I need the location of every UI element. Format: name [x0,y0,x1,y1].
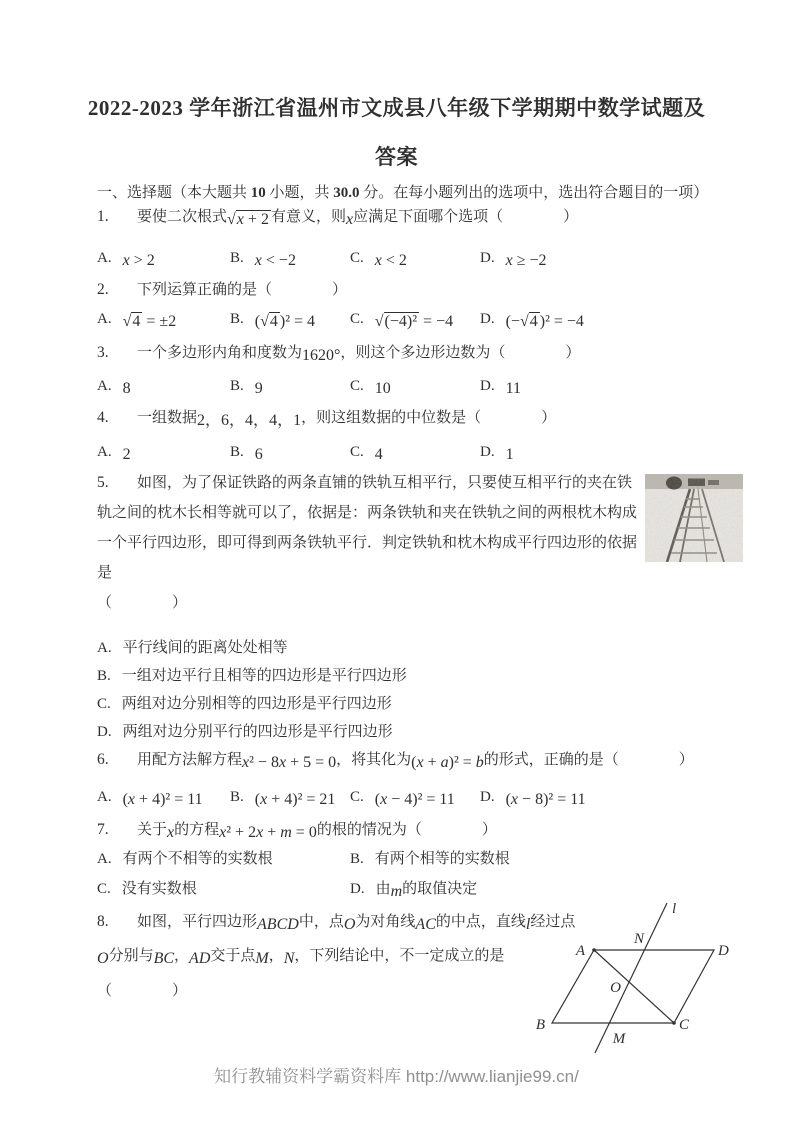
option-label: C. [350,311,364,327]
option-6-A [97,785,230,809]
option-content [375,851,510,867]
question-number: 8. [97,913,109,930]
question-text [137,209,579,228]
sqrt-expression [227,211,271,228]
text-run: ，则这个多边形边数为（ ） [340,345,581,361]
math-expression: 2，6，4，4，1 [197,412,302,429]
math-expression: x [345,211,354,228]
text-run: 有意义，则 [270,209,346,225]
question-6-options [97,785,717,809]
parallelogram-diagram [517,895,792,1067]
vertex-label-D: D [718,943,729,959]
option-label: A. [97,250,112,266]
math-expression: 8 [122,380,131,397]
math-expression: 11 [505,380,521,397]
text-run: 如图，平行四边形 [137,914,258,930]
option-content [374,250,407,269]
option-label: A. [97,640,112,656]
question-number: 3. [97,344,109,361]
option-label: D. [480,378,495,394]
option-content [122,444,131,463]
option-content [122,311,177,330]
option-label: D. [480,311,495,327]
option-3-D [480,374,717,398]
question-text [97,475,637,581]
option-content [123,851,273,867]
option-label: A. [97,444,112,460]
option-5-B [97,662,737,690]
document-title-line1: 2022-2023 学年浙江省温州市文成县八年级下学期期中数学试题及 [87,96,706,120]
option-3-A [97,374,230,398]
option-4-B [230,440,350,464]
text-run: 有两个相等的实数根 [374,851,510,867]
question-4-options [97,440,717,464]
text-run: 的形式，正确的是（ ） [483,752,694,768]
text-run: 用配方法解方程 [137,752,243,768]
text-run: 中，点 [298,914,344,930]
footer-link[interactable]: 知行教辅资料学霸资料库 http://www.lianjie99.cn/ [214,1067,579,1086]
question-8-block [97,901,752,1047]
text-run: 一组数据 [137,410,198,426]
option-content [374,789,455,808]
option-4-D [480,440,717,464]
option-content [505,444,514,463]
question-number: 1. [97,208,109,225]
question-2-options [97,307,717,331]
option-1-A [97,246,230,270]
question-text [137,345,581,364]
text-run: 关于 [137,822,168,838]
question-number: 7. [97,821,109,838]
text-run: 的中点，直线 [435,914,526,930]
math-expression: x² + 2x + m = 0 [219,824,317,841]
text-run: 的方程 [174,822,220,838]
option-6-C [350,785,480,809]
question-3-stem [97,340,745,366]
text-run: 分别与 [108,948,154,964]
radicand: 4 [269,313,278,330]
option-label: B. [230,789,244,805]
math-expression: 1 [505,446,514,463]
option-label: B. [97,668,111,684]
option-label: B. [230,378,244,394]
math-expression: 6 [254,446,263,463]
option-content [254,789,336,808]
question-3-options [97,374,717,398]
question-6-stem [97,747,745,773]
math-expression: N [283,950,295,967]
sqrt-expression [260,313,280,330]
radicand: (−4)² [384,313,418,330]
radical-sign-icon: √ [519,313,529,330]
math-expression: 2 [122,446,131,463]
math-expression: x > 2 [122,252,155,269]
text-run: ，下列结论中，不一定成立的是 [294,948,505,964]
math-expression: O [97,950,109,967]
option-label: C. [350,378,364,394]
line-label-l: l [672,901,677,917]
option-content [254,444,263,463]
option-content [374,311,454,330]
question-7-stem [97,817,745,843]
question-5-block [97,468,752,618]
option-1-D [480,246,717,270]
radical-sign-icon: √ [122,313,132,330]
text-run: ， [268,948,284,964]
option-label: B. [230,311,244,327]
math-expression: l [525,916,531,933]
option-label: A. [97,851,112,867]
option-2-C [350,307,480,331]
question-number: 2. [97,281,109,298]
math-expression: x² − 8x + 5 = 0 [242,754,337,771]
text-run: 一组对边平行且相等的四边形是平行四边形 [121,668,407,684]
railway-tracks-image [645,474,743,562]
option-label: B. [230,444,244,460]
option-content [122,881,197,897]
math-expression: 1620° [302,347,341,364]
option-content [254,378,263,397]
option-content [505,250,547,269]
text-run: 交于点 [210,948,256,964]
math-expression: )² = −4 [539,313,584,330]
option-2-A [97,307,230,331]
math-expression: (− [505,313,520,330]
section-header [97,181,757,202]
text-run: ，则这组数据的中位数是（ ） [301,410,557,426]
option-content [122,696,392,712]
text-run: 由 [375,881,391,897]
text-run: 如图，为了保证铁路的两条直铺的铁轨互相平行，只要使互相平行的夹在铁轨之间的枕木长相等就可以了，依据是：两条铁轨和夹在铁轨之间的两根枕木构成一个平行四边形，即可得到两条铁轨平行．判定铁轨和枕木构成平行四边形的依据是 [97,475,638,581]
text-run: 的取值决定 [402,881,478,897]
option-3-B [230,374,350,398]
sqrt-expression [123,313,143,330]
option-label: D. [350,881,365,897]
math-expression: ABCD [257,916,299,933]
math-expression: = −4 [423,313,454,330]
document-title-line2: 答案 [375,145,418,169]
option-2-D [480,307,717,331]
question-text [137,282,347,298]
option-label: D. [480,250,495,266]
option-6-D [480,785,717,809]
option-3-C [350,374,480,398]
math-expression: M [255,950,269,967]
option-label: B. [230,250,244,266]
text-run: 为对角线 [355,914,416,930]
answer-bracket: （ ） [97,983,188,999]
option-label: C. [350,250,364,266]
math-expression: O [343,916,356,933]
option-content [122,250,155,269]
text-run: 的根的情况为（ ） [316,822,497,838]
question-1-stem [97,204,745,230]
math-expression: )² = 4 [279,313,316,330]
radical-sign-icon: √ [260,313,269,330]
option-content [505,789,586,808]
math-expression: x [167,824,175,841]
math-expression: (x − 8)² = 11 [505,791,586,808]
question-4-stem [97,405,745,431]
math-expression: x < −2 [254,252,296,269]
math-expression: AD [189,950,211,967]
text-run: 有两个不相等的实数根 [122,851,273,867]
answer-bracket: （ ） [97,595,188,611]
text-run: 一个多边形内角和度数为 [137,345,303,361]
option-content [374,444,383,463]
parallelogram-figure [517,895,792,1072]
text-run: 没有实数根 [121,881,197,897]
option-5-C [97,690,737,718]
question-text [137,410,557,429]
option-1-C [350,246,480,270]
point-label-O: O [610,980,621,996]
option-content [123,640,288,656]
option-label: D. [480,444,495,460]
question-text [97,914,576,967]
option-content [505,378,521,397]
question-number: 4. [97,409,109,426]
document-title [0,84,793,182]
option-label: A. [97,311,112,327]
bold-text-run: 30.0 [333,185,360,201]
question-number: 5. [97,474,109,491]
math-expression: AC [415,916,436,933]
option-label: B. [350,851,364,867]
option-content [122,378,131,397]
text-run: 两组对边分别平行的四边形是平行四边形 [122,724,393,740]
option-content [254,311,316,330]
point-label-N: N [633,931,644,947]
option-label: C. [350,444,364,460]
math-expression: m [390,883,403,900]
sqrt-expression [375,313,419,330]
math-expression: x ≥ −2 [505,252,547,269]
text-run: 应满足下面哪个选项（ ） [353,209,579,225]
question-5-options [97,634,737,746]
radicand: 4 [529,313,538,330]
option-label: D. [480,789,495,805]
option-5-D [97,718,737,746]
option-content [123,724,393,740]
radicand: 4 [132,313,141,330]
question-5-stem [97,468,639,618]
bold-text-run: 10 [250,185,266,201]
option-label: C. [97,881,111,897]
math-expression: BC [153,950,175,967]
sqrt-expression [520,313,540,330]
question-number: 6. [97,751,109,768]
option-2-B [230,307,350,331]
text-run: 两组对边分别相等的四边形是平行四边形 [121,696,392,712]
option-content [374,378,391,397]
option-7-B [350,847,717,877]
option-label: C. [350,789,364,805]
option-content [122,789,203,808]
option-5-A [97,634,737,662]
text-run: 一、选择题（本大题共 [97,185,251,201]
math-expression: 4 [374,446,383,463]
radical-sign-icon: √ [374,313,384,330]
text-run: ， [174,948,190,964]
option-7-A [97,847,350,877]
text-run: ，将其化为 [336,752,412,768]
option-content [122,668,407,684]
option-label: A. [97,789,112,805]
question-1-options [97,246,717,270]
text-run: 小题，共 [265,185,334,201]
question-text [137,752,694,771]
text-run: 下列运算正确的是（ ） [137,282,348,298]
option-4-C [350,440,480,464]
math-expression: = ±2 [146,313,177,330]
math-expression: 10 [374,380,391,397]
option-content [505,311,584,330]
question-8-stem [97,905,577,1008]
math-expression: (x − 4)² = 11 [374,791,455,808]
option-label: D. [97,724,112,740]
option-label: A. [97,378,112,394]
math-expression: ( [254,313,261,330]
point-label-M: M [612,1031,626,1047]
radical-sign-icon: √ [227,211,236,228]
text-run: 分。在每小题列出的选项中，选出符合题目的一项） [359,185,709,201]
option-label: C. [97,696,111,712]
railway-tracks-photo [645,474,743,562]
vertex-label-A: A [575,943,585,959]
vertex-label-B: B [535,1017,545,1033]
question-text [137,822,497,841]
text-run: 经过点 [530,914,576,930]
question-2-stem [97,277,745,303]
text-run: 要使二次根式 [137,209,228,225]
radicand: x + 2 [236,211,269,228]
math-expression: (x + 4)² = 21 [254,791,336,808]
option-content [254,250,296,269]
option-6-B [230,785,350,809]
math-expression: x < 2 [374,252,407,269]
math-expression: 9 [254,380,263,397]
option-7-C [97,877,350,907]
option-content [375,881,478,900]
math-expression: (x + 4)² = 11 [122,791,203,808]
option-1-B [230,246,350,270]
math-expression: (x + a)² = b [411,754,484,771]
text-run: 平行线间的距离处处相等 [122,640,288,656]
option-4-A [97,440,230,464]
vertex-label-C: C [679,1017,690,1033]
